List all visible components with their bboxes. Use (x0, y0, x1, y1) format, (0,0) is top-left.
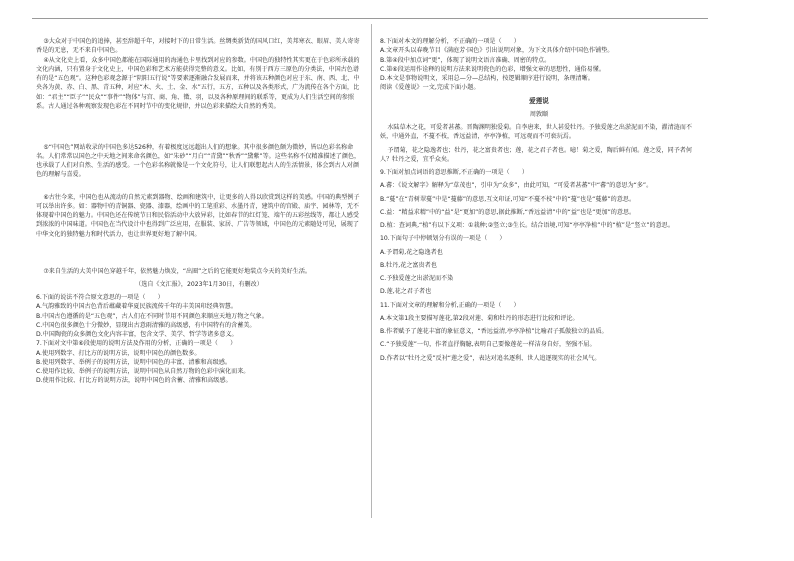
question-10-option-b: B.牡丹,花之富贵者也 (380, 261, 437, 269)
question-11-option-d: D.作者以“牡丹之爱”反衬“莲之爱”，表达对追名逐利、世人追逐现实的社会风气。 (380, 354, 601, 362)
question-11-stem: 11.下面对文章的理解和分析,正确的一项是（ ） (380, 301, 520, 309)
question-8-stem: 8.下面对本文的理解分析，不正确的一项是（ ） (380, 38, 520, 45)
question-6-option-a: A.气韵雅致的中国古色背后蕴藏着华夏民族流传千年的丰美国印经典智慧。 (36, 303, 237, 311)
question-10-option-d: D.莲,花之君子者也 (380, 288, 432, 296)
question-7-option-a: A.使用列数字、打比方的说明方法，说明中国色的颜色数多。 (36, 349, 201, 357)
question-11-option-a: A.本文第1段主要描写莲花,第2段对莲、菊和牡丹的形态进行比较和评论。 (380, 314, 579, 322)
source-citation: （选自《文汇报》，2023年1月30日，有删改） (135, 280, 263, 288)
question-6-stem: 6.下面的说法不符合原文意思的一项是（ ） (36, 294, 164, 301)
paragraph-4: ④从文化史上看，众多中国色都能在国际通用的海通色卡里找到对应的参数。中国色的独特性其实更在于色彩所承载的文化内涵，只有置身于文化史上，中国色彩和艺术方能获得完整的意义。比如，有别于西方三原色的分类法，中国古色谱有的是“五色观”。这种色彩观念源于“阴阳五行说”等要素逐渐融合发展而来，并将该五种颜色对应于东、南、西、北、中央各为黄、赤、白、黑、青五种，对应“木、火、土、金、水”五行，五方，五种以及各类形式，广为流传在各个方面，比如：“君主”“臣子”“民众”“事件”“物体”与宫、商、角、徵、羽，以及各种原理间的联系等，更成为人们生活空间的参照系。古人通过各种观察发现色彩在不同时节中的变化规律，并以色彩来描绘大自然的秀美。 (36, 56, 360, 110)
right-column (380, 37, 698, 363)
paragraph-6: ⑥古往今来，中国色也从流动的自然元素到器物、绘画和建筑中，让更多的人得以欣赏到这样的美感。中国的典型例子可以举出许多。如：器物中的青铜器、瓷器、漆器，绘画中的工笔重彩、水墨丹青，建筑中的宫殿、庙宇、园林等，无不体现着中国色的魅力。中国色还在传统节日和民俗活动中大放异彩，比如春节的红灯笼、端午的五彩丝线等，都让人感受到浓浓的中国味道。中国色在当代设计中也得到广泛应用，在服装、家居、广告等领域，中国色的元素随处可见，展现了中华文化的独特魅力和时代活力，也让世界更好地了解中国。 (36, 193, 360, 238)
question-8-option-b: B.第④段中加点词“更”，体现了说明文语言准确、周密的特点。 (380, 56, 551, 64)
question-7-stem: 7.下面对文中第⑥段使用的说明方法及作用的分析，正确的一项是（ ） (36, 340, 237, 348)
question-7-option-b: B.使用列数字、举例子的说明方法，说明中国色的丰富、清雅和高级感。 (36, 358, 232, 366)
reading-intro: 阅读《爱莲说》一文,完成下面小题。 (380, 84, 480, 92)
paragraph-3: ③大众对于中国色的追捧，甚至辞超千年，对接时下的日常生活。丝绸类新货的国风口红，美邦寒衣、眼眉、美人寄寄香是的无息，无不来自中国色。 (36, 38, 360, 55)
question-6-option-b: B.中国古色遵循的是“五色观”，古人们在不同时节用不同颜色来顺应天地万物之气象。 (36, 312, 268, 320)
question-9-option-c: C.益：“精益求精”中的“益”是“更加”的意思,据此推断,“香远益清”中的“益”也是“更加”的意思。 (380, 208, 636, 216)
question-7-option-d: D.使用作比较、打比方的说明方法，说明中国色的含蓄、清雅和高级感。 (36, 377, 232, 385)
question-11-option-c: C.“予独爱莲”一句，作者直抒胸臆,表明自己要像莲花一样洁身自好，坚强不屈。 (380, 341, 596, 349)
poem-author: 周敦颐 (529, 110, 549, 118)
question-10-stem: 10.下面句子中停顿划分有误的一项是（ ） (380, 235, 506, 243)
poem-paragraph-1: 水陆草木之花，可爱者甚蕃。晋陶渊明独爱菊。自李唐来，世人甚爱牡丹。予独爱莲之出淤泥而不染，濯清涟而不妖，中通外直，不蔓不枝，香远益清，亭亭净植，可远观而不可亵玩焉。 (380, 124, 692, 141)
left-column (36, 37, 362, 386)
question-9-option-d: D.植：查词典,“植”有以下义项：①栽种;②竖立;③生长。结合语境,可知“亭亭净植”中的“植”是“竖立”的意思。 (380, 222, 674, 229)
question-11-option-b: B.作者赋予了莲花丰富的象征意义，“香远益清,亭亭净植”比喻君子孤傲独立的品质。 (380, 328, 608, 335)
paragraph-7: ⑦来自生活的大美中国色穿越千年，依然魅力焕发，“出圈”之后的它能更好地装点今天的美好生活。 (43, 267, 312, 275)
top-rule (32, 18, 708, 19)
question-10-option-c: C.予独爱莲之出淤泥而不染 (380, 275, 454, 282)
question-10-option-a: A.予谓菊,花之隐逸者也 (380, 248, 443, 256)
question-7-option-c: C.使用作比较、举例子的说明方法，说明中国色从自然万物的色彩中演化而来。 (36, 368, 250, 375)
question-9-option-a: A.蕃：《说文解字》解释为“草茂也”，引申为“众多”，由此可知，“可爱者甚蕃”中“蕃”的意思为“多”。 (380, 182, 653, 190)
poem-title: 爱莲说 (529, 96, 549, 105)
question-6-option-c: C.中国色很多颜色十分微妙，显现出古意雨清雅的高级感，有中国特有的含蓄美。 (36, 321, 256, 329)
column-divider (371, 24, 372, 518)
question-8-option-c: C.第⑥段运用作诠释的说明方法来说明瓷色的色彩，增强文章的思想性，通俗易懂。 (380, 65, 605, 73)
question-9-option-b: B.“蔓”在“青树翠蔓”中是“蔓藤”的意思,互文印证,可知“不蔓不枝”中的“蔓”也是“蔓藤”的意思。 (380, 195, 636, 203)
paragraph-5: ⑤“中国色”网站收录的中国色多达526种，有着极度远远超出人们的想象。其中很多颜色颇为微妙，皆以色彩名称命名。人们常常以国色之中天地之间来命名颜色，如“朱砂”“月白”“青黛”“秋香”“黛紫”等。这些名称不仅精准描述了颜色，也承载了人们对自然、生活的感受。一个色彩名称就像是一个文化符号，让人们联想起古人的生活情景，体会到古人对颜色的理解与喜爱。 (36, 143, 361, 179)
question-8-option-d: D.本文是事物说明文，采用总—分—总结构，按逻辑顺序进行说明，条理清晰。 (380, 75, 594, 82)
question-6-option-d: D.中国陶瓷的众多颜色文化内容丰富，包含文学、美学、哲学等诸多意义。 (36, 331, 238, 338)
poem-paragraph-2: 予谓菊，花之隐逸者也；牡丹，花之富贵者也；莲，花之君子者也。噫！菊之爱，陶后鲜有闻。莲之爱，同予者何人？牡丹之爱，宜乎众矣。 (380, 146, 692, 163)
question-9-stem: 9.下面对加点词语的意思推断,不正确的一项是（ ） (380, 169, 528, 176)
question-8-option-a: A.文章开头以春晚节目《满庭芳·国色》引出说明对象，为下文具体介绍中国色作铺垫。 (380, 47, 614, 55)
